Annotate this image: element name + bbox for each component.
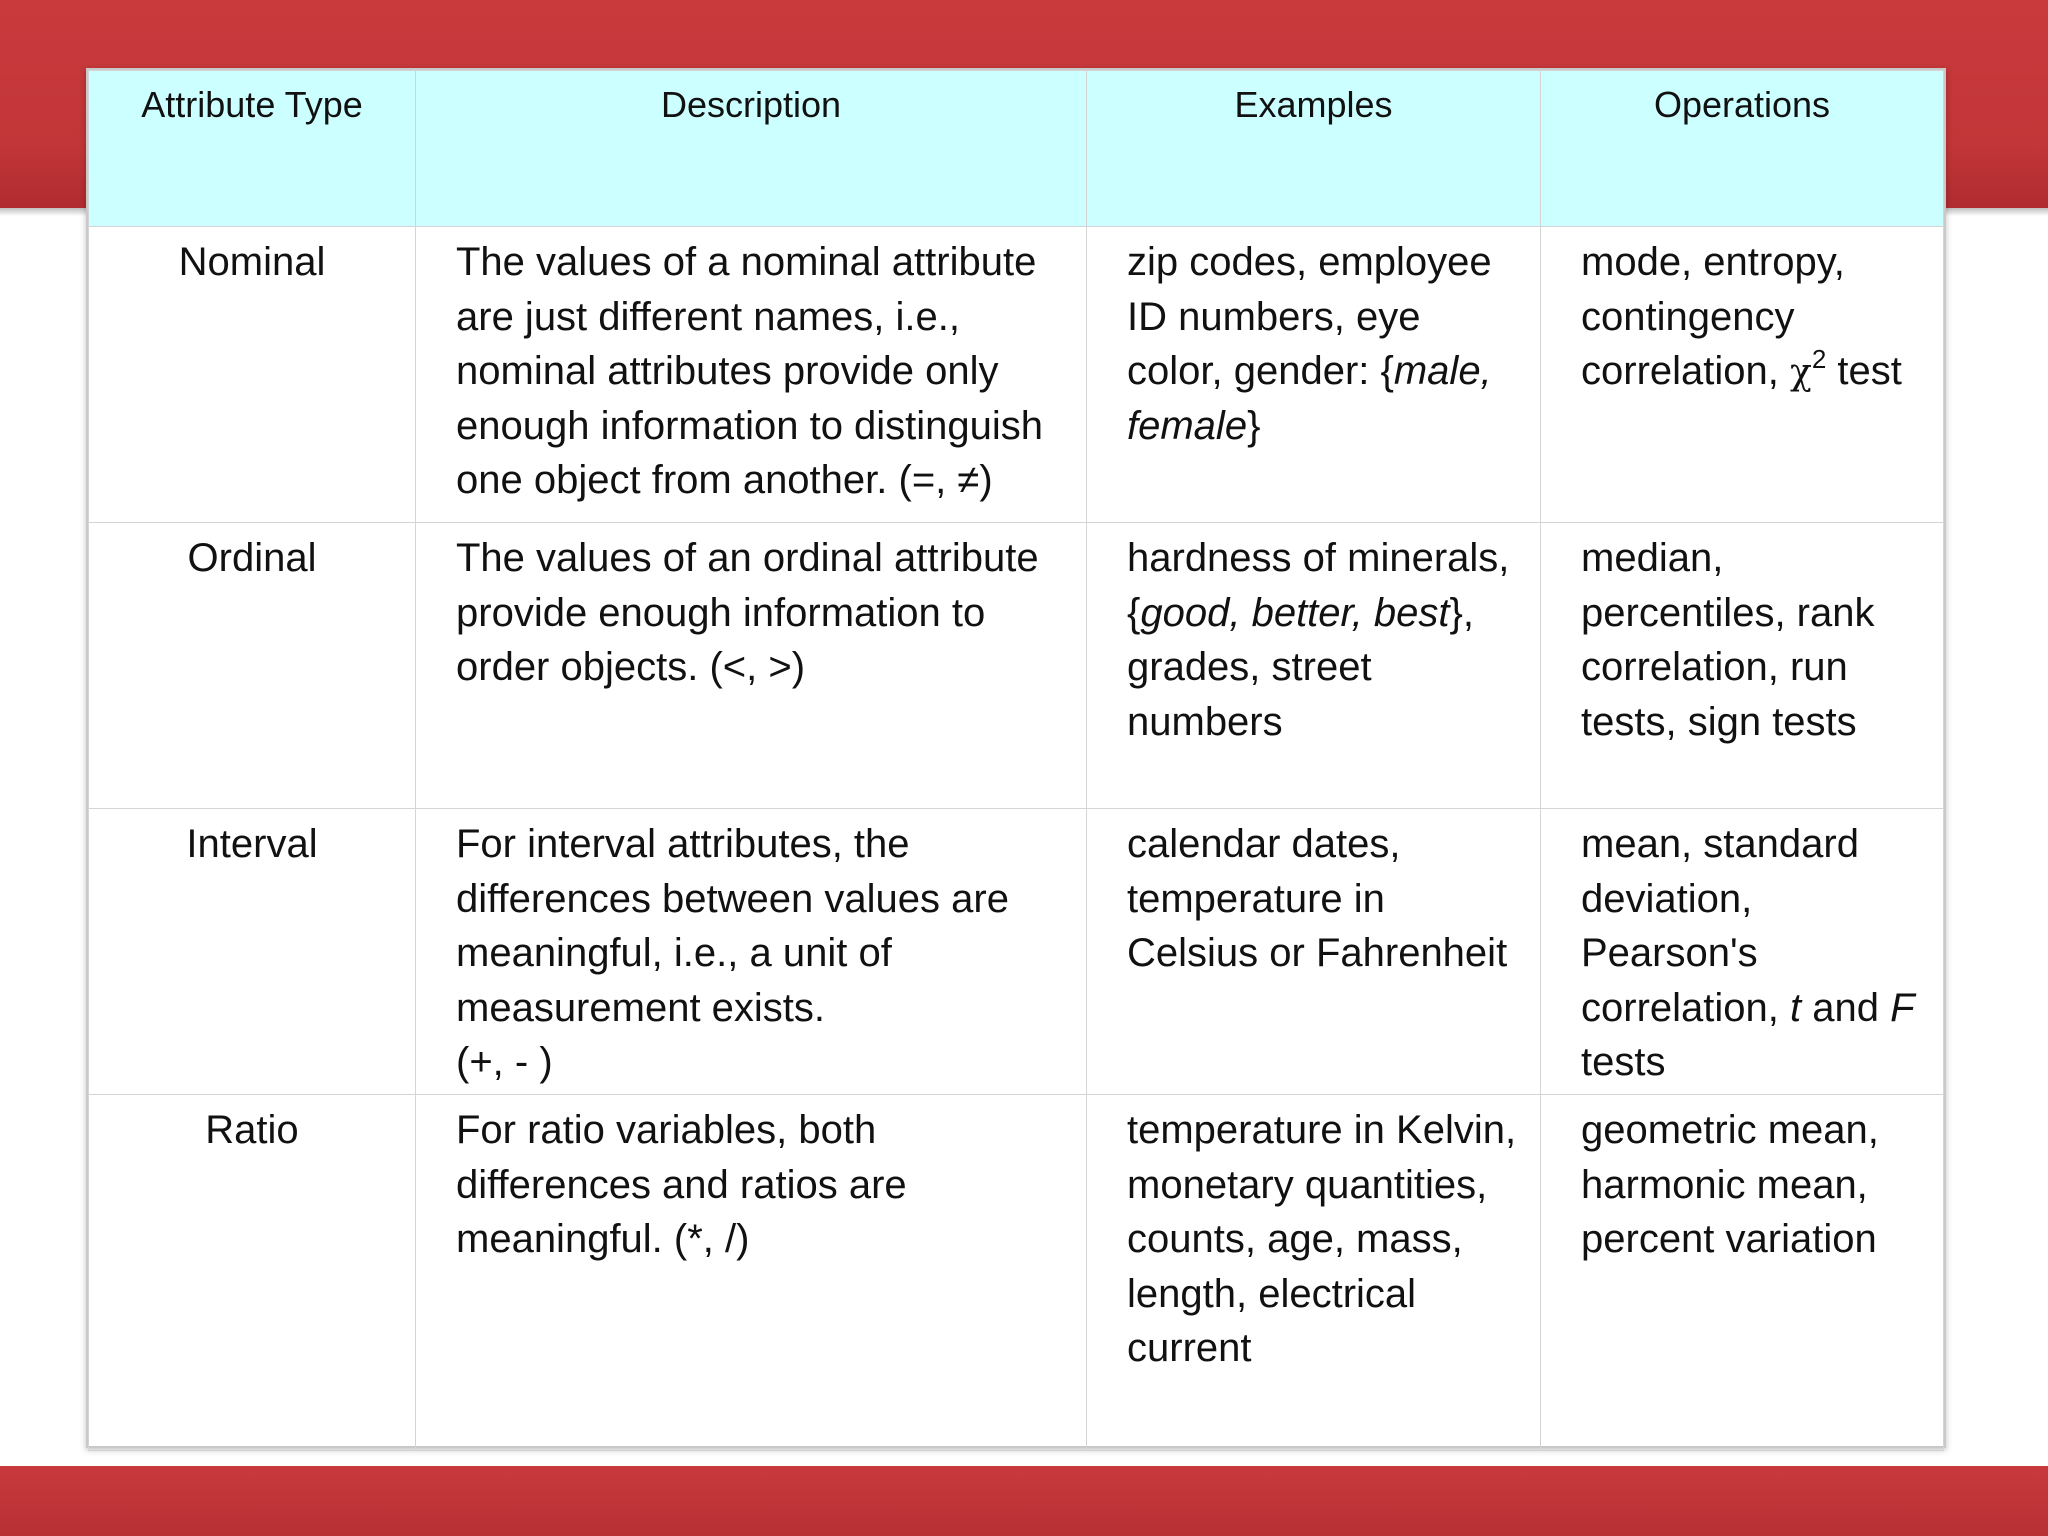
cell-operations: geometric mean, harmonic mean, percent variation <box>1541 1095 1944 1451</box>
cell-description: The values of a nominal attribute are just different names, i.e., nominal attributes provide only enough information to distinguish one object from another. (=, ≠) <box>416 227 1087 523</box>
f-symbol: F <box>1890 985 1915 1030</box>
description-operators: (+, - ) <box>456 1040 553 1084</box>
operations-text-end: tests <box>1581 1040 1666 1084</box>
operations-and: and <box>1801 985 1891 1030</box>
examples-text: hardness of minerals, { <box>1127 536 1510 635</box>
cell-examples <box>1087 227 1541 523</box>
operations-text: mean, standard deviation, Pearson's correlation, <box>1581 822 1859 1030</box>
header-operations: Operations <box>1541 71 1944 227</box>
examples-italic-text: male, female <box>1127 349 1492 448</box>
table-row-ratio <box>89 1095 1944 1451</box>
table-row-interval <box>89 809 1944 1095</box>
examples-italic-text: good, better, best <box>1140 590 1450 635</box>
header-description: Description <box>416 71 1087 227</box>
table-row-nominal <box>89 227 1944 523</box>
cell-type: Interval <box>89 809 416 1095</box>
header-attribute-type: Attribute Type <box>89 71 416 227</box>
attribute-types-table <box>88 70 1944 1451</box>
table-row-ordinal <box>89 523 1944 809</box>
attribute-types-table-container <box>86 68 1946 1448</box>
cell-type: Ordinal <box>89 523 416 809</box>
cell-description: For ratio variables, both differences and ratios are meaningful. (*, /) <box>416 1095 1087 1451</box>
cell-examples: temperature in Kelvin, monetary quantities, counts, age, mass, length, electrical current <box>1087 1095 1541 1451</box>
cell-operations <box>1541 809 1944 1095</box>
examples-text: zip codes, employee ID numbers, eye color, gender: { <box>1127 240 1492 393</box>
examples-text-end: } <box>1247 403 1261 448</box>
table-header-row <box>89 71 1944 227</box>
chi-symbol: χ <box>1789 352 1812 393</box>
chi-superscript: 2 <box>1811 344 1827 374</box>
cell-operations: median, percentiles, rank correlation, run tests, sign tests <box>1541 523 1944 809</box>
examples-text-end: }, grades, street numbers <box>1127 590 1474 744</box>
cell-description <box>416 809 1087 1095</box>
cell-description: The values of an ordinal attribute provide enough information to order objects. (<, >) <box>416 523 1087 809</box>
operations-text-end: test <box>1826 349 1902 393</box>
description-text: For interval attributes, the differences between values are meaningful, i.e., a unit of measurement exists. <box>456 822 1009 1030</box>
bottom-decorative-band <box>0 1466 2048 1536</box>
cell-type: Nominal <box>89 227 416 523</box>
cell-examples: calendar dates, temperature in Celsius or Fahrenheit <box>1087 809 1541 1095</box>
t-symbol: t <box>1789 985 1802 1030</box>
header-examples: Examples <box>1087 71 1541 227</box>
cell-type: Ratio <box>89 1095 416 1451</box>
cell-operations <box>1541 227 1944 523</box>
cell-examples <box>1087 523 1541 809</box>
operations-text: mode, entropy, contingency correlation, <box>1581 240 1845 393</box>
